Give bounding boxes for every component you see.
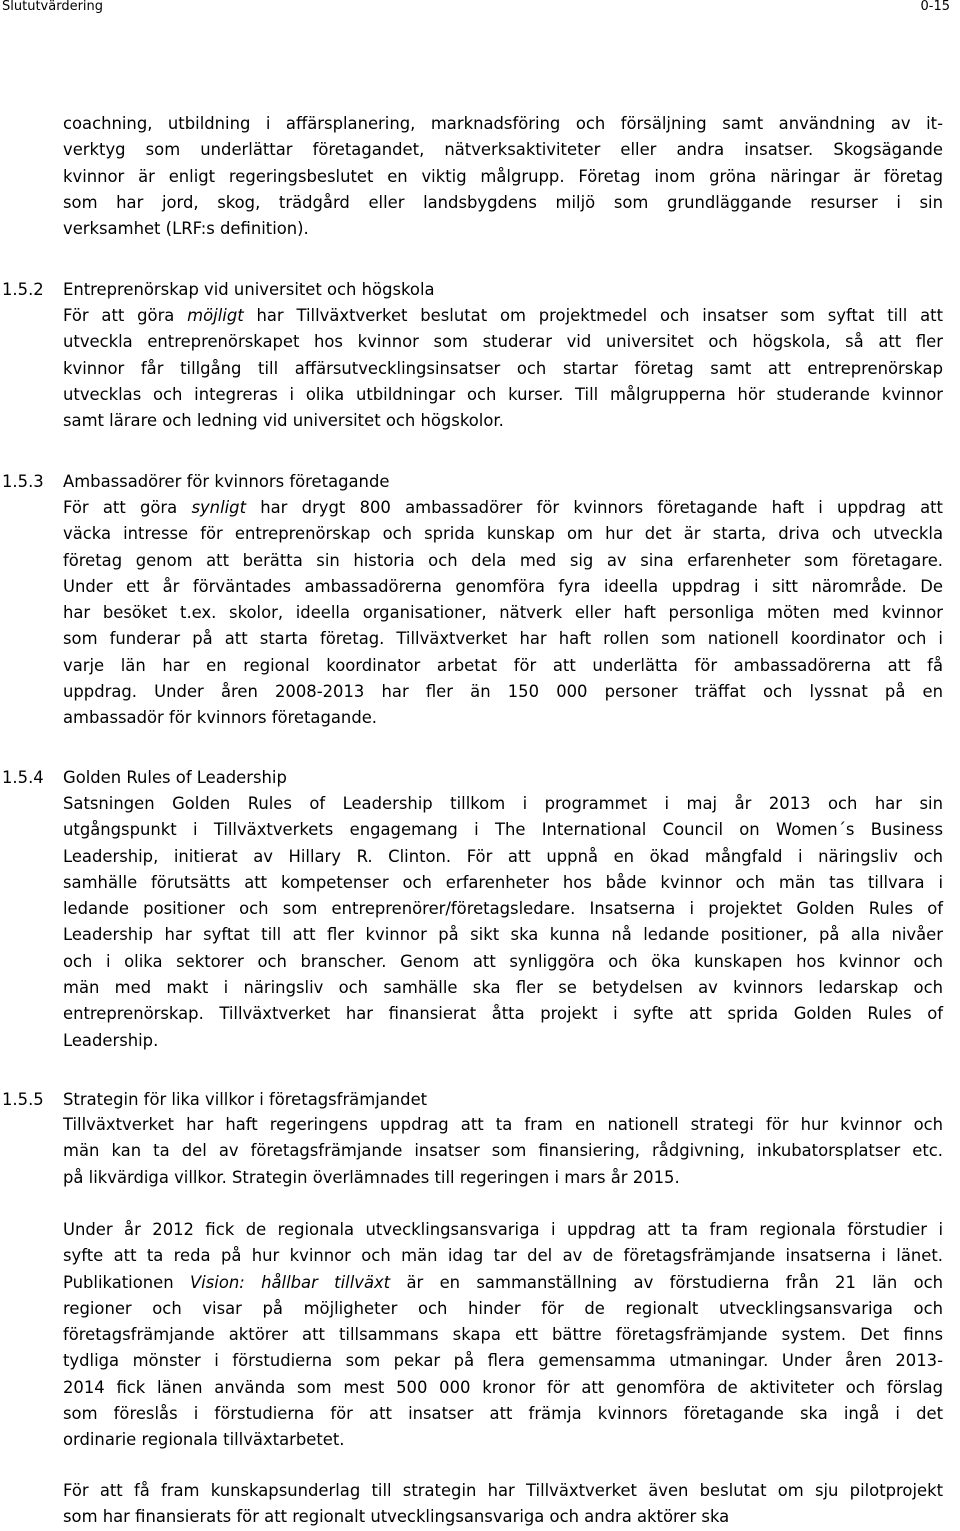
- text-line: Leadership.: [63, 1030, 159, 1050]
- section-heading-1-5-2: Entreprenörskap vid universitet och högskola: [63, 280, 435, 299]
- text-line: som har jord, skog, trädgård eller landsbygdens miljö som grundläggande resurser i sin: [63, 192, 943, 212]
- text-line: män med makt i näringsliv och samhälle ska fler se betydelsen av kvinnors ledarskap och: [63, 978, 943, 998]
- paragraph-pilot-projects: [63, 1478, 943, 1531]
- text-line: män kan ta del av företagsfrämjande insatser som finansiering, rådgivning, inkubatorsplatser etc.: [63, 1141, 943, 1161]
- text-line: utveckla entreprenörskapet hos kvinnor som studerar vid universitet och högskola, så att fler: [63, 332, 943, 352]
- text-line: regioner och visar på möjligheter och hinder för de regionalt utvecklingsansvariga och: [63, 1298, 943, 1318]
- text-line: företagsfrämjande aktörer att tillsammans skapa ett bättre företagsfrämjande system. Det finns: [63, 1325, 943, 1345]
- text-line: coachning, utbildning i affärsplanering, marknadsföring och försäljning samt användning av it-: [63, 114, 943, 133]
- text-line: som föreslås i förstudierna för att insatser att främja kvinnors företagande ska ingå i det: [63, 1404, 943, 1424]
- text-line: För att göra möjligt har Tillväxtverket beslutat om projektmedel och insatser som syftat till att: [63, 306, 943, 325]
- text-line: tydliga mönster i förstudierna som pekar på flera gemensamma utmaningar. Under åren 2013-: [63, 1351, 943, 1371]
- text-line: Publikationen Vision: hållbar tillväxt är en sammanställning av förstudierna från 21 län och: [63, 1272, 943, 1292]
- text-line: uppdrag. Under åren 2008-2013 har fler än 150 000 personer träffat och lyssnat på en: [63, 682, 943, 702]
- text-line: och i olika sektorer och branscher. Genom att synliggöra och öka kunskapen hos kvinnor och: [63, 951, 943, 971]
- text-line: ledande positioner och som entreprenörer/företagsledare. Insatserna i projektet Golden Rules of: [63, 899, 943, 919]
- text-line: som har finansierats för att regionalt utvecklingsansvariga och andra aktörer ska: [63, 1507, 730, 1527]
- text-line: samhälle förutsätts att kompetenser och erfarenheter hos både kvinnor och män tas tillvara i: [63, 872, 943, 892]
- emphasized-text: Vision: hållbar tillväxt: [189, 1272, 391, 1292]
- section-heading-1-5-3: Ambassadörer för kvinnors företagande: [63, 472, 390, 491]
- paragraph-regional-studies: [63, 1217, 943, 1454]
- running-header-title: Slututvärdering: [2, 0, 104, 14]
- section-number-1-5-4: 1.5.4: [2, 768, 44, 787]
- text-line: på likvärdiga villkor. Strategin överlämnades till regeringen i mars år 2015.: [63, 1167, 680, 1187]
- text-line: Satsningen Golden Rules of Leadership tillkom i programmet i maj år 2013 och har sin: [63, 794, 943, 813]
- text-line: varje län har en regional koordinator arbetat för att underlätta för ambassadörerna att få: [63, 655, 943, 675]
- section-number-1-5-3: 1.5.3: [2, 472, 44, 491]
- text-line: Leadership, initierat av Hillary R. Clinton. För att uppnå en ökad mångfald i näringsliv och: [63, 846, 943, 866]
- text-line: ambassadör för kvinnors företagande.: [63, 708, 378, 728]
- text-line: För att få fram kunskapsunderlag till strategin har Tillväxtverket även beslutat om sju pilotprojekt: [63, 1481, 943, 1500]
- text-line: kvinnor får tillgång till affärsutvecklingsinsatser och startar företag samt att entreprenörskap: [63, 358, 943, 378]
- text-line: Under ett år förväntades ambassadörerna genomföra fyra ideella uppdrag i sitt närområde. De: [63, 576, 943, 596]
- section-body-1-5-2: [63, 303, 943, 434]
- section-number-1-5-5: 1.5.5: [2, 1090, 44, 1109]
- text-line: har besöket t.ex. skolor, ideella organisationer, nätverk eller haft personliga möten med kvinnor: [63, 603, 943, 623]
- section-body-1-5-4: [63, 791, 943, 1054]
- text-line: syfte att ta reda på hur kvinnor och män idag tar del av de företagsfrämjande insatserna i länet.: [63, 1246, 943, 1266]
- text-line: verktyg som underlättar företagandet, nätverksaktiviteter eller andra insatser. Skogsägande: [63, 140, 943, 160]
- text-line: företag genom att berätta sin historia och dela med sig av sina erfarenheter som företagare.: [63, 550, 943, 570]
- text-line: kvinnor är enligt regeringsbeslutet en viktig målgrupp. Företag inom gröna näringar är företag: [63, 166, 943, 186]
- emphasized-text: möjligt: [187, 306, 244, 325]
- section-body-1-5-5: [63, 1112, 943, 1191]
- text-line: entreprenörskap. Tillväxtverket har finansierat åtta projekt i syfte att sprida Golden Rules of: [63, 1004, 943, 1024]
- text-line: Leadership har syftat till att fler kvinnor på sikt ska kunna nå ledande positioner, på alla nivåer: [63, 925, 943, 945]
- text-line: väcka intresse för entreprenörskap och sprida kunskap om hur det är starta, driva och utveckla: [63, 524, 943, 544]
- text-line: som funderar på att starta företag. Tillväxtverket har haft rollen som nationell koordinator och i: [63, 629, 943, 649]
- text-line: verksamhet (LRF:s definition).: [63, 219, 309, 239]
- emphasized-text: synligt: [191, 498, 247, 517]
- text-line: utvecklas och integreras i olika utbildningar och kurser. Till målgrupperna hör studerande kvinnor: [63, 384, 943, 404]
- text-line: ordinarie regionala tillväxtarbetet.: [63, 1430, 345, 1450]
- text-line: 2014 fick länen använda som mest 500 000 kronor för att genomföra de aktiviteter och förslag: [63, 1377, 943, 1397]
- text-line: Under år 2012 fick de regionala utvecklingsansvariga i uppdrag att ta fram regionala förstudier i: [63, 1220, 943, 1239]
- intro-paragraph: [63, 111, 943, 242]
- section-number-1-5-2: 1.5.2: [2, 280, 44, 299]
- section-heading-1-5-4: Golden Rules of Leadership: [63, 768, 287, 787]
- running-header-page-ref: 0-15: [920, 0, 950, 14]
- text-line: utgångspunkt i Tillväxtverkets engagemang i The International Council on Women´s Business: [63, 820, 943, 840]
- text-line: För att göra synligt har drygt 800 ambassadörer för kvinnors företagande haft i uppdrag att: [63, 498, 943, 517]
- text-line: samt lärare och ledning vid universitet och högskolor.: [63, 411, 504, 431]
- section-body-1-5-3: [63, 495, 943, 732]
- section-heading-1-5-5: Strategin för lika villkor i företagsfrämjandet: [63, 1090, 428, 1109]
- text-line: Tillväxtverket har haft regeringens uppdrag att ta fram en nationell strategi för hur kvinnor och: [63, 1115, 943, 1134]
